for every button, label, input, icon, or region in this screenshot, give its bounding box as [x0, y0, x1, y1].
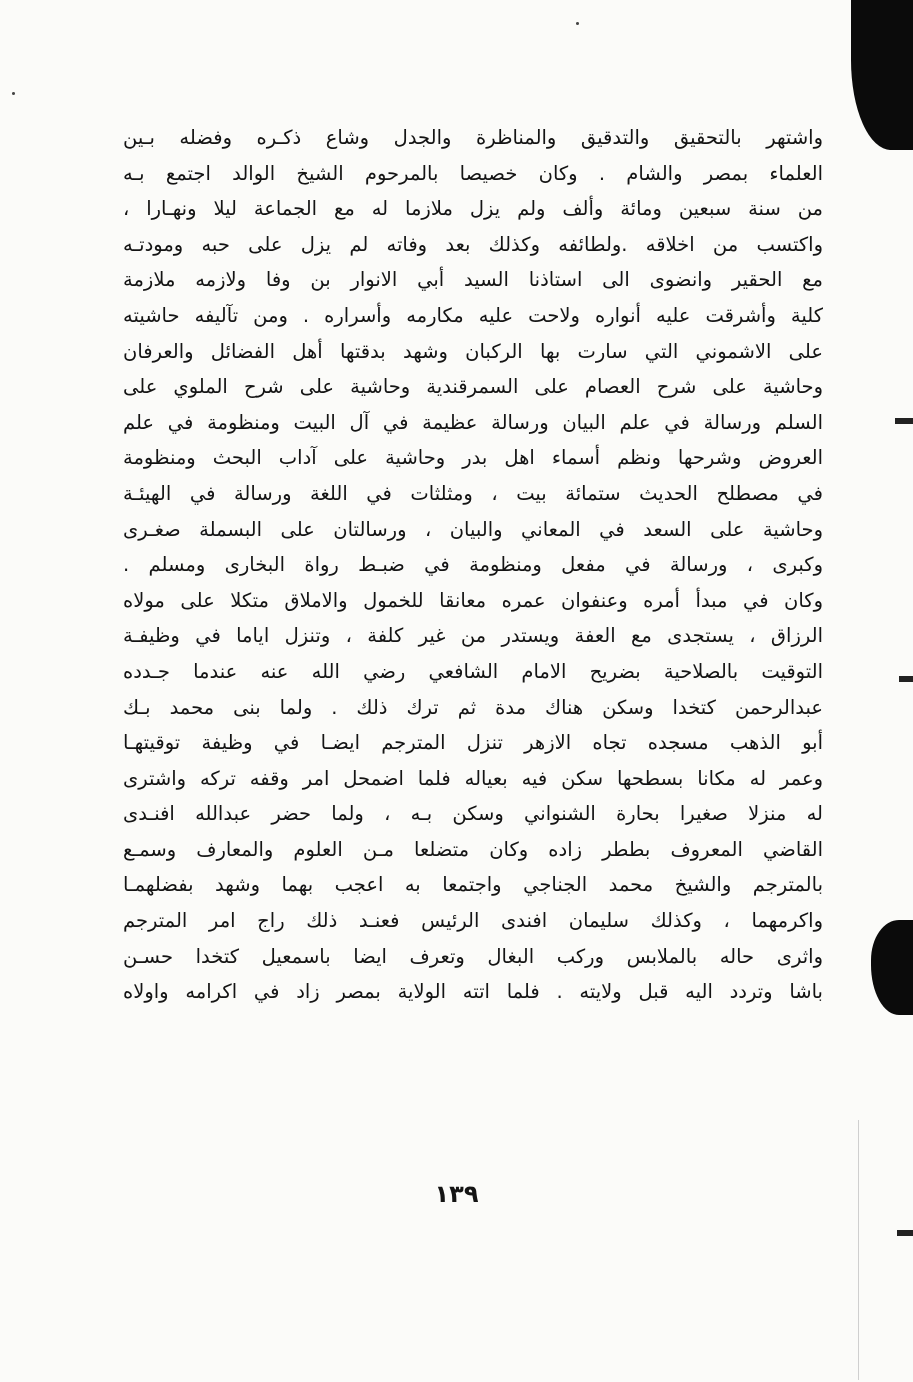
text-line: باشا وتردد اليه قبل ولايته . فلما اتته الولاية بمصر زاد في اكرامه واولاه [123, 980, 823, 1004]
text-line: مع الحقير وانضوى الى استاذنا السيد أبي الانوار بن وفا ولازمه ملازمة [123, 268, 823, 292]
text-line: العلماء بمصر والشام . وكان خصيصا بالمرحوم الشيخ الوالد اجتمع بـه [123, 161, 823, 185]
text-line: القاضي المعروف بططر زاده وكان متضلعا مـن العلوم والمعارف وسمـع [123, 837, 823, 861]
text-line: واثرى حاله بالملابس وركب البغال وتعرف ايضا باسمعيل كتخدا حسـن [123, 944, 823, 968]
text-line: وكبرى ، ورسالة في مفعل ومنظومة في ضبـط رواة البخارى ومسلم . [123, 553, 823, 577]
text-line: في مصطلح الحديث ستمائة بيت ، ومثلثات في اللغة ورسالة في الهيئـة [123, 481, 823, 505]
text-line: العروض وشرحها ونظم أسماء اهل بدر وحاشية على آداب البحث ومنظومة [123, 446, 823, 470]
text-line: وحاشية على شرح العصام على السمرقندية وحاشية على شرح الملوي على [123, 375, 823, 399]
body-text [123, 120, 823, 1010]
scan-edge-mark [899, 676, 913, 682]
text-line: وكان في مبدأ أمره وعنفوان عمره معانقا للخمول والاملاق متكلا على مولاه [123, 588, 823, 612]
text-line: من سنة سبعين ومائة وألف ولم يزل ملازما له مع الجماعة ليلا ونهـارا ، [123, 197, 823, 221]
text-line: واكتسب من اخلاقه .ولطائفه وكذلك بعد وفاته لم يزل على حبه ومودتـه [123, 232, 823, 256]
scan-edge-mark [895, 418, 913, 424]
text-line: واشتهر بالتحقيق والتدقيق والمناظرة والجدل وشاع ذكـره وفضله بـين [123, 126, 823, 149]
scan-edge-mark [897, 1230, 913, 1236]
scan-edge-shadow-middle [871, 920, 913, 1015]
text-line: السلم ورسالة في علم البيان ورسالة عظيمة في آل البيت ومنظومة في علم [123, 410, 823, 434]
text-line: كلية وأشرقت عليه أنواره ولاحت عليه مكارمه وأسراره . ومن تآليفه حاشيته [123, 303, 823, 327]
text-line: بالمترجم والشيخ محمد الجناجي واجتمعا به اعجب بهما وشهد بفضلهمـا [123, 873, 823, 897]
text-line: الرزاق ، يستجدى مع العفة ويستدر من غير كلفة ، وتنزل اياما في وظيفـة [123, 624, 823, 648]
scan-fold-line [858, 1120, 859, 1380]
text-line: عبدالرحمن كتخدا وسكن هناك مدة ثم ترك ذلك . ولما بنى محمد بـك [123, 695, 823, 719]
text-line: له منزلا صغيرا بحارة الشنواني وسكن بـه ، ولما حضر عبدالله افنـدى [123, 802, 823, 826]
scan-speck [12, 92, 15, 95]
scan-speck [576, 22, 579, 25]
text-line: وحاشية على السعد في المعاني والبيان ، ورسالتان على البسملة صغـرى [123, 517, 823, 541]
text-line: وعمر له مكانا بسطحها سكن فيه بعياله فلما اضمحل امر وقفه تركه واشترى [123, 766, 823, 790]
text-line: أبو الذهب مسجده تجاه الازهر تنزل المترجم ايضـا في وظيفة توقيتهـا [123, 731, 823, 755]
text-line: التوقيت بالصلاحية بضريح الامام الشافعي رضي الله عنه عندما جـدده [123, 659, 823, 683]
scan-edge-shadow-top [851, 0, 913, 150]
text-line: على الاشموني التي سارت بها الركبان وشهد بدقتها أهل الفضائل والعرفان [123, 339, 823, 363]
page-number: ١٣٩ [434, 1180, 479, 1208]
text-line: واكرمهما ، وكذلك سليمان افندى الرئيس فعنـد ذلك راج امر المترجم [123, 909, 823, 933]
